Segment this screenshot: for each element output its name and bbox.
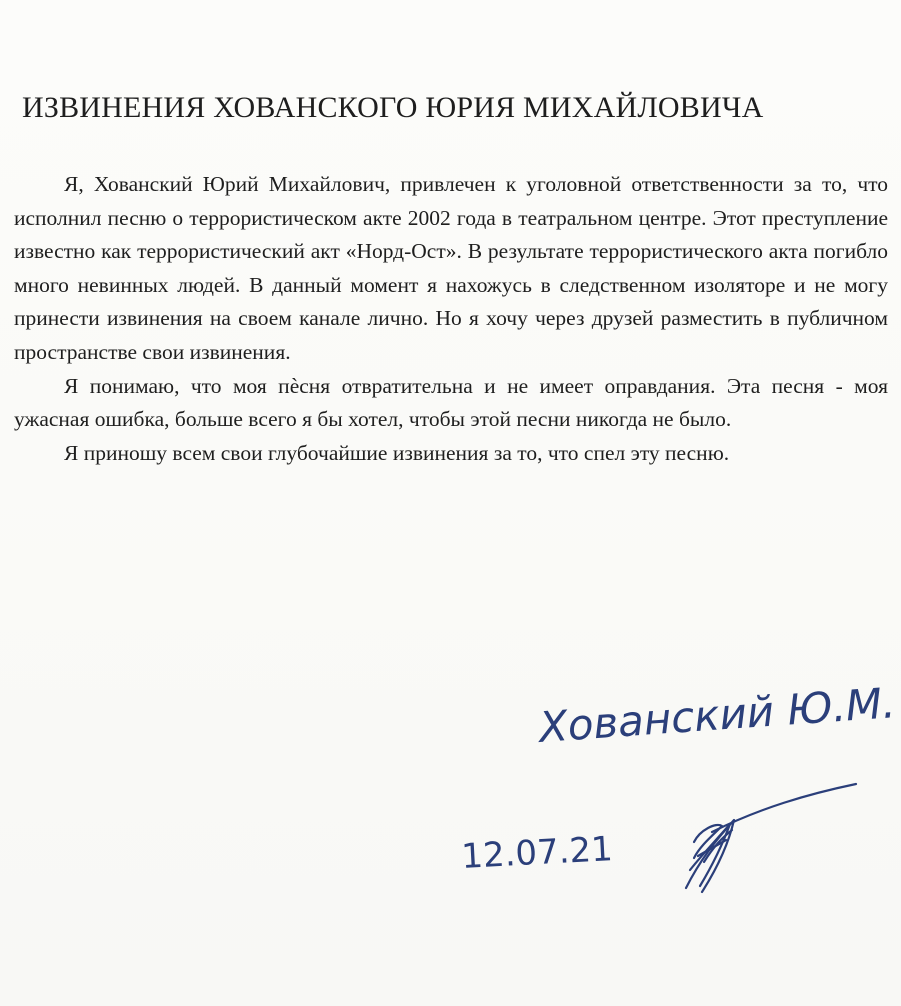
document-title: ИЗВИНЕНИЯ ХОВАНСКОГО ЮРИЯ МИХАЙЛОВИЧА <box>22 91 764 124</box>
paragraph-2: Я понимаю, что моя пѐсня отвратительна и не имеет оправдания. Эта песня - моя ужасная ошибка, больше всего я бы хотел, чтобы этой песни никогда не было. <box>14 373 888 432</box>
document-body <box>14 168 888 470</box>
paragraph-3: Я приношу всем свои глубочайшие извинения за то, что спел эту песню. <box>64 440 730 465</box>
signature-icon <box>686 784 856 892</box>
paragraph-1: Я, Хованский Юрий Михайлович, привлечен к уголовной ответственности за то, что исполнил песню о террористическом акте 2002 года в театральном центре. Этот преступление известно как террористический акт «Норд-Ост». В результате террористического акта погибло много невинных людей. В данный момент я нахожусь в следственном изоляторе и не могу принести извинения на своем канале лично. Но я хочу через друзей разместить в публичном пространстве свои извинения. <box>14 172 888 364</box>
handwritten-name: Хованский Ю.М. <box>537 678 897 752</box>
handwritten-date: 12.07.21 <box>460 829 614 877</box>
